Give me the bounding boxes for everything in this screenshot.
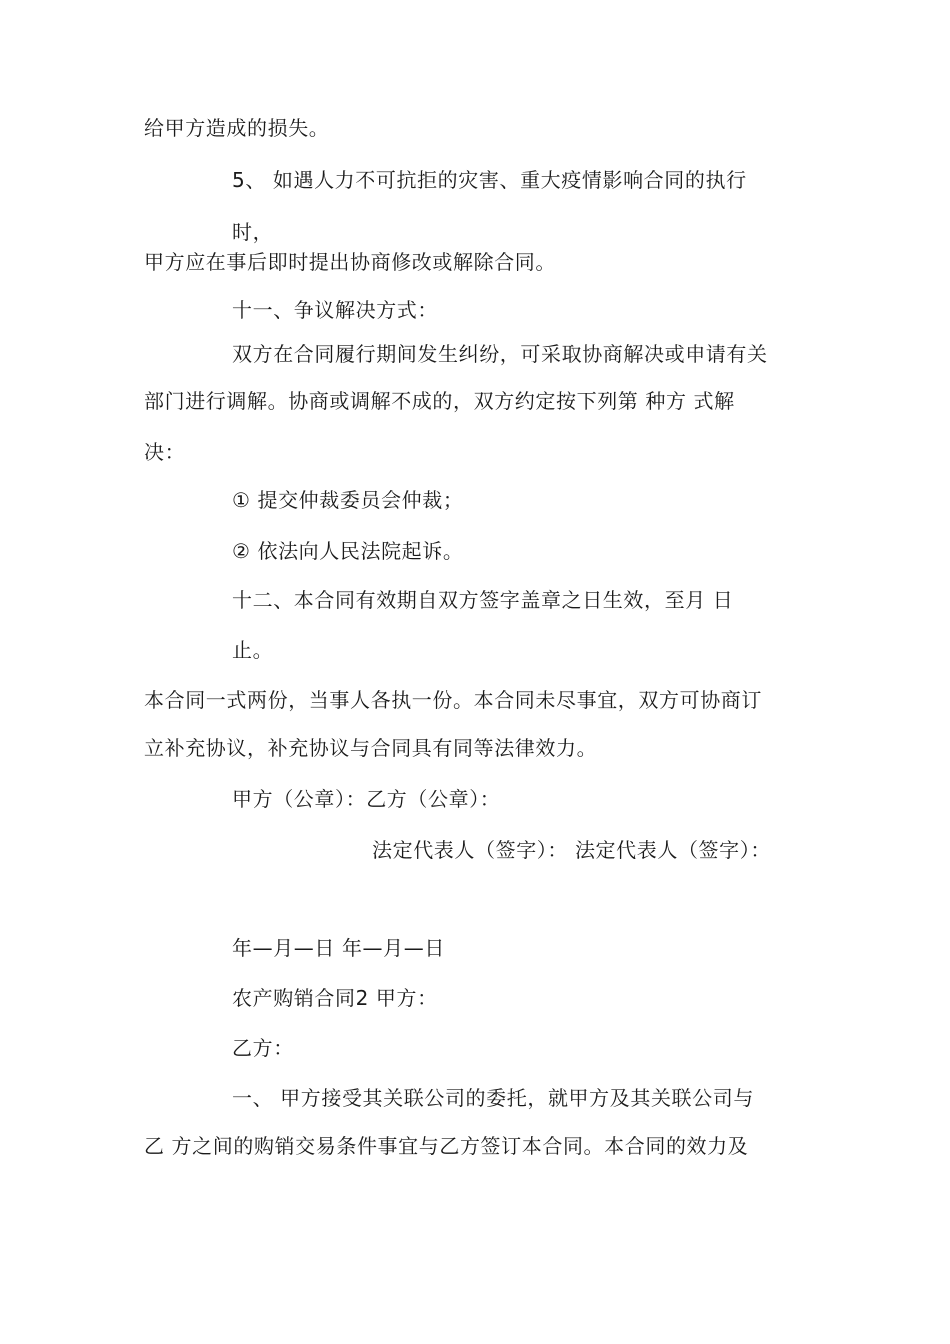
text-line-renegotiation: 甲方应在事后即时提出协商修改或解除合同。	[144, 250, 556, 274]
text-line-force-majeure: 5、 如遇人力不可抗拒的灾害、重大疫情影响合同的执行	[232, 168, 747, 192]
section-heading-validity: 十二、本合同有效期自双方签字盖章之日生效，至月 日	[232, 588, 734, 612]
contract-2-clause-1: 一、 甲方接受其关联公司的委托，就甲方及其关联公司与	[232, 1086, 754, 1110]
signature-representative-line: 法定代表人（签字）： 法定代表人（签字）：	[372, 838, 771, 862]
text-line-dispute-3: 决：	[144, 440, 186, 464]
contract-2-clause-1-cont: 乙 方之间的购销交易条件事宜与乙方签订本合同。本合同的效力及	[144, 1134, 749, 1158]
signature-date-line: 年—月—日 年—月—日	[232, 936, 445, 960]
text-line-copies: 本合同一式两份，当事人各执一份。本合同未尽事宜，双方可协商订	[144, 688, 762, 712]
text-line-supplement: 立补充协议，补充协议与合同具有同等法律效力。	[144, 736, 598, 760]
list-item-litigation: ② 依法向人民法院起诉。	[232, 539, 464, 563]
contract-2-title-party-a: 农产购销合同2 甲方：	[232, 986, 438, 1010]
text-line-dispute-2: 部门进行调解。协商或调解不成的，双方约定按下列第 种方 式解	[144, 389, 735, 413]
text-line-loss-clause-end: 给甲方造成的损失。	[144, 116, 330, 140]
text-line-dispute-1: 双方在合同履行期间发生纠纷，可采取协商解决或申请有关	[232, 342, 768, 366]
text-line-validity-end: 止。	[232, 638, 274, 662]
contract-2-party-b: 乙方：	[232, 1036, 294, 1060]
text-line-force-majeure-cont: 时，	[232, 220, 274, 244]
list-item-arbitration: ① 提交仲裁委员会仲裁；	[232, 488, 464, 512]
signature-seal-line: 甲方（公章）：乙方（公章）：	[232, 787, 501, 811]
section-heading-dispute-resolution: 十一、争议解决方式：	[232, 298, 438, 322]
